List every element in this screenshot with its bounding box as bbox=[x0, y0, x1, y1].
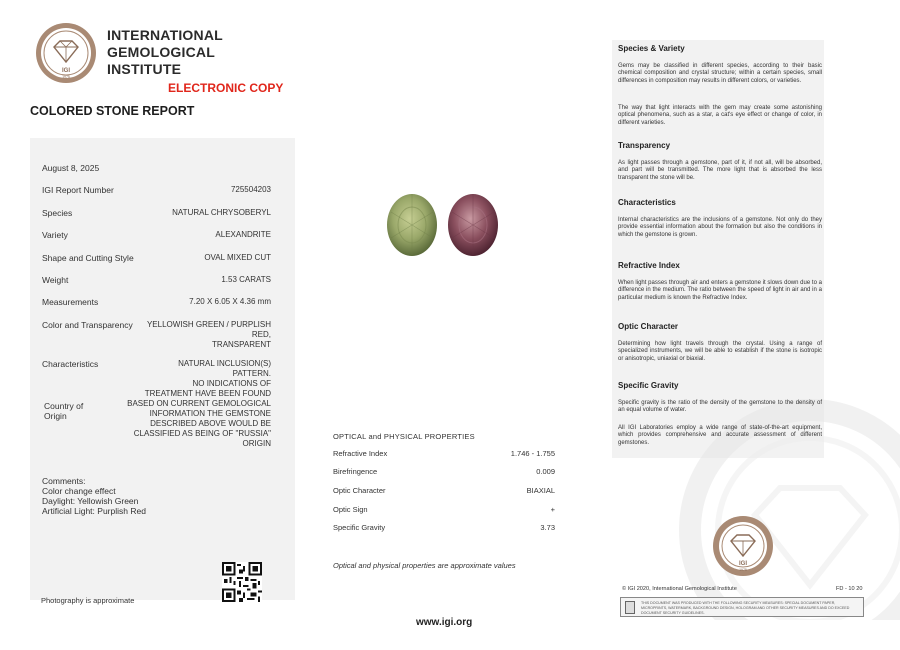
section-paragraph: As light passes through a gemstone, part of it, if not all, will be absorbed, and part will be transmitted. The more light that is absorbed the less transparent the stone will be. bbox=[618, 160, 822, 181]
form-code: FD - 10 20 bbox=[836, 586, 863, 592]
qr-code[interactable] bbox=[222, 562, 262, 602]
institute-name bbox=[107, 27, 223, 78]
value-line: TRANSPARENT bbox=[212, 340, 271, 349]
comments-line: Artificial Light: Purplish Red bbox=[42, 506, 146, 516]
value-line: RED, bbox=[251, 330, 271, 339]
optical-row bbox=[333, 467, 555, 476]
detail-label: Characteristics bbox=[42, 359, 99, 369]
security-text: THIS DOCUMENT WAS PRODUCED WITH THE FOLLOWING SECURITY MEASURES: SPECIAL DOCUMENT PAPER, MICROPRINTS, WATERMARK, BACKGROUND DESIGN, HOLOGRAM AND OTHER SECURITY MEASURES AND DO EXCEED DOCUMENT SECURITY GUIDELINES. bbox=[641, 601, 850, 615]
label-line: Country of bbox=[44, 401, 84, 411]
section-heading: Species & Variety bbox=[618, 44, 685, 53]
optical-row bbox=[333, 486, 555, 495]
electronic-copy-label: ELECTRONIC COPY bbox=[168, 81, 284, 95]
section-paragraph: When light passes through air and enters a gemstone it slows down due to a difference in the medium. The ratio between the speed of light in air and in a particular medium is known the Refractive Index. bbox=[618, 280, 822, 301]
detail-label: Variety bbox=[42, 230, 68, 240]
section-heading: Refractive Index bbox=[618, 261, 680, 270]
section-paragraph: Gems may be classified in different species, according to their basic chemical composition and crystal structure; within a certain species, small differences in composition may results in different colors, or varieties. bbox=[618, 63, 822, 84]
value-line: YELLOWISH GREEN / PURPLISH bbox=[146, 320, 271, 329]
section-paragraph: Internal characteristics are the inclusions of a gemstone. Not only do they provide essential information about the formation but also the conditions in which the gemstone is grown. bbox=[618, 217, 822, 238]
value-line: NATURAL INCLUSION(S) bbox=[178, 359, 271, 368]
value-line: ORIGIN bbox=[242, 439, 271, 448]
detail-label: Weight bbox=[42, 275, 69, 285]
report-title: COLORED STONE REPORT bbox=[30, 104, 195, 118]
optical-value: 1.746 - 1.755 bbox=[510, 449, 555, 458]
seal-year: 1975 bbox=[739, 568, 747, 572]
optical-value: 3.73 bbox=[540, 523, 555, 532]
detail-value: 7.20 X 6.05 X 4.36 mm bbox=[189, 297, 271, 306]
document-icon bbox=[625, 601, 635, 614]
report-date: August 8, 2025 bbox=[42, 163, 100, 173]
comments-line: Color change effect bbox=[42, 486, 116, 496]
value-line: NO INDICATIONS OF bbox=[192, 379, 271, 388]
section-paragraph: The way that light interacts with the gem may create some astonishing optical phenomena, such as a star, a cat's eye effect or change of color, in different varieties. bbox=[618, 105, 822, 126]
section-heading: Specific Gravity bbox=[618, 381, 679, 390]
optical-label: Optic Sign bbox=[333, 505, 368, 514]
section-paragraph: All IGI Laboratories employ a wide range of state-of-the-art equipment, which provides comprehensive and accurate assessment of different gemstones. bbox=[618, 425, 822, 446]
color-transparency-value bbox=[147, 320, 271, 350]
copyright-notice: © IGI 2020, International Gemological Institute bbox=[622, 586, 737, 592]
optical-row bbox=[333, 449, 555, 458]
website-link[interactable]: www.igi.org bbox=[416, 617, 473, 628]
igi-logo bbox=[35, 22, 97, 84]
optical-label: Birefringence bbox=[333, 467, 378, 476]
section-heading: Optic Character bbox=[618, 322, 679, 331]
watermark-seal bbox=[660, 380, 900, 620]
detail-value: OVAL MIXED CUT bbox=[204, 253, 271, 262]
logo-mark-text: IGI bbox=[61, 68, 71, 74]
detail-label: Color and Transparency bbox=[42, 320, 133, 330]
detail-label: Species bbox=[42, 208, 73, 218]
detail-value: NATURAL CHRYSOBERYL bbox=[172, 208, 271, 217]
value-line: BASED ON CURRENT GEMOLOGICAL bbox=[127, 399, 271, 408]
gem-artificial-light-image bbox=[446, 192, 500, 258]
institute-line: GEMOLOGICAL bbox=[107, 44, 215, 60]
value-line: INFORMATION THE GEMSTONE bbox=[149, 409, 271, 418]
origin-label bbox=[44, 401, 83, 421]
optical-note: Optical and physical properties are approximate values bbox=[333, 561, 516, 570]
seal-mark-text: IGI bbox=[738, 561, 748, 567]
optical-label: Refractive Index bbox=[333, 449, 388, 458]
value-line: TREATMENT HAVE BEEN FOUND bbox=[144, 389, 271, 398]
optical-row bbox=[333, 505, 555, 514]
optical-properties-title: OPTICAL and PHYSICAL PROPERTIES bbox=[333, 432, 475, 441]
gem-daylight-image bbox=[385, 192, 439, 258]
report-details-panel bbox=[30, 138, 295, 600]
value-line: DESCRIBED ABOVE WOULD BE bbox=[150, 419, 271, 428]
igi-seal bbox=[712, 515, 774, 577]
section-heading: Characteristics bbox=[618, 198, 676, 207]
value-line: PATTERN. bbox=[232, 369, 271, 378]
detail-label: Shape and Cutting Style bbox=[42, 253, 134, 263]
optical-value: 0.009 bbox=[536, 467, 555, 476]
detail-value: ALEXANDRITE bbox=[215, 230, 271, 239]
section-paragraph: Specific gravity is the ratio of the density of the gemstone to the density of an equal volume of water. bbox=[618, 400, 822, 414]
detail-label: Measurements bbox=[42, 297, 99, 307]
detail-value: 1.53 CARATS bbox=[221, 275, 271, 284]
section-heading: Transparency bbox=[618, 141, 671, 150]
optical-value: + bbox=[550, 505, 555, 514]
security-notice bbox=[620, 597, 864, 617]
section-paragraph: Determining how light travels through the crystal. Using a range of specialized instruments, we will be able to establish if the stone is isotropic or anisotropic, uniaxial or biaxial. bbox=[618, 341, 822, 362]
institute-line: INTERNATIONAL bbox=[107, 27, 223, 43]
detail-value: 725504203 bbox=[230, 185, 271, 194]
optical-label: Specific Gravity bbox=[333, 523, 386, 532]
comments-block bbox=[42, 476, 146, 516]
photography-note: Photography is approximate bbox=[41, 596, 135, 605]
characteristics-value bbox=[127, 359, 271, 449]
optical-value: BIAXIAL bbox=[526, 486, 555, 495]
comments-line: Comments: bbox=[42, 476, 86, 486]
label-line: Origin bbox=[44, 411, 67, 421]
comments-line: Daylight: Yellowish Green bbox=[42, 496, 139, 506]
logo-year: 1975 bbox=[62, 75, 70, 79]
detail-label: IGI Report Number bbox=[42, 185, 114, 195]
institute-line: INSTITUTE bbox=[107, 61, 182, 77]
optical-row bbox=[333, 523, 555, 532]
value-line: CLASSIFIED AS BEING OF "RUSSIA" bbox=[133, 429, 271, 438]
optical-label: Optic Character bbox=[333, 486, 386, 495]
